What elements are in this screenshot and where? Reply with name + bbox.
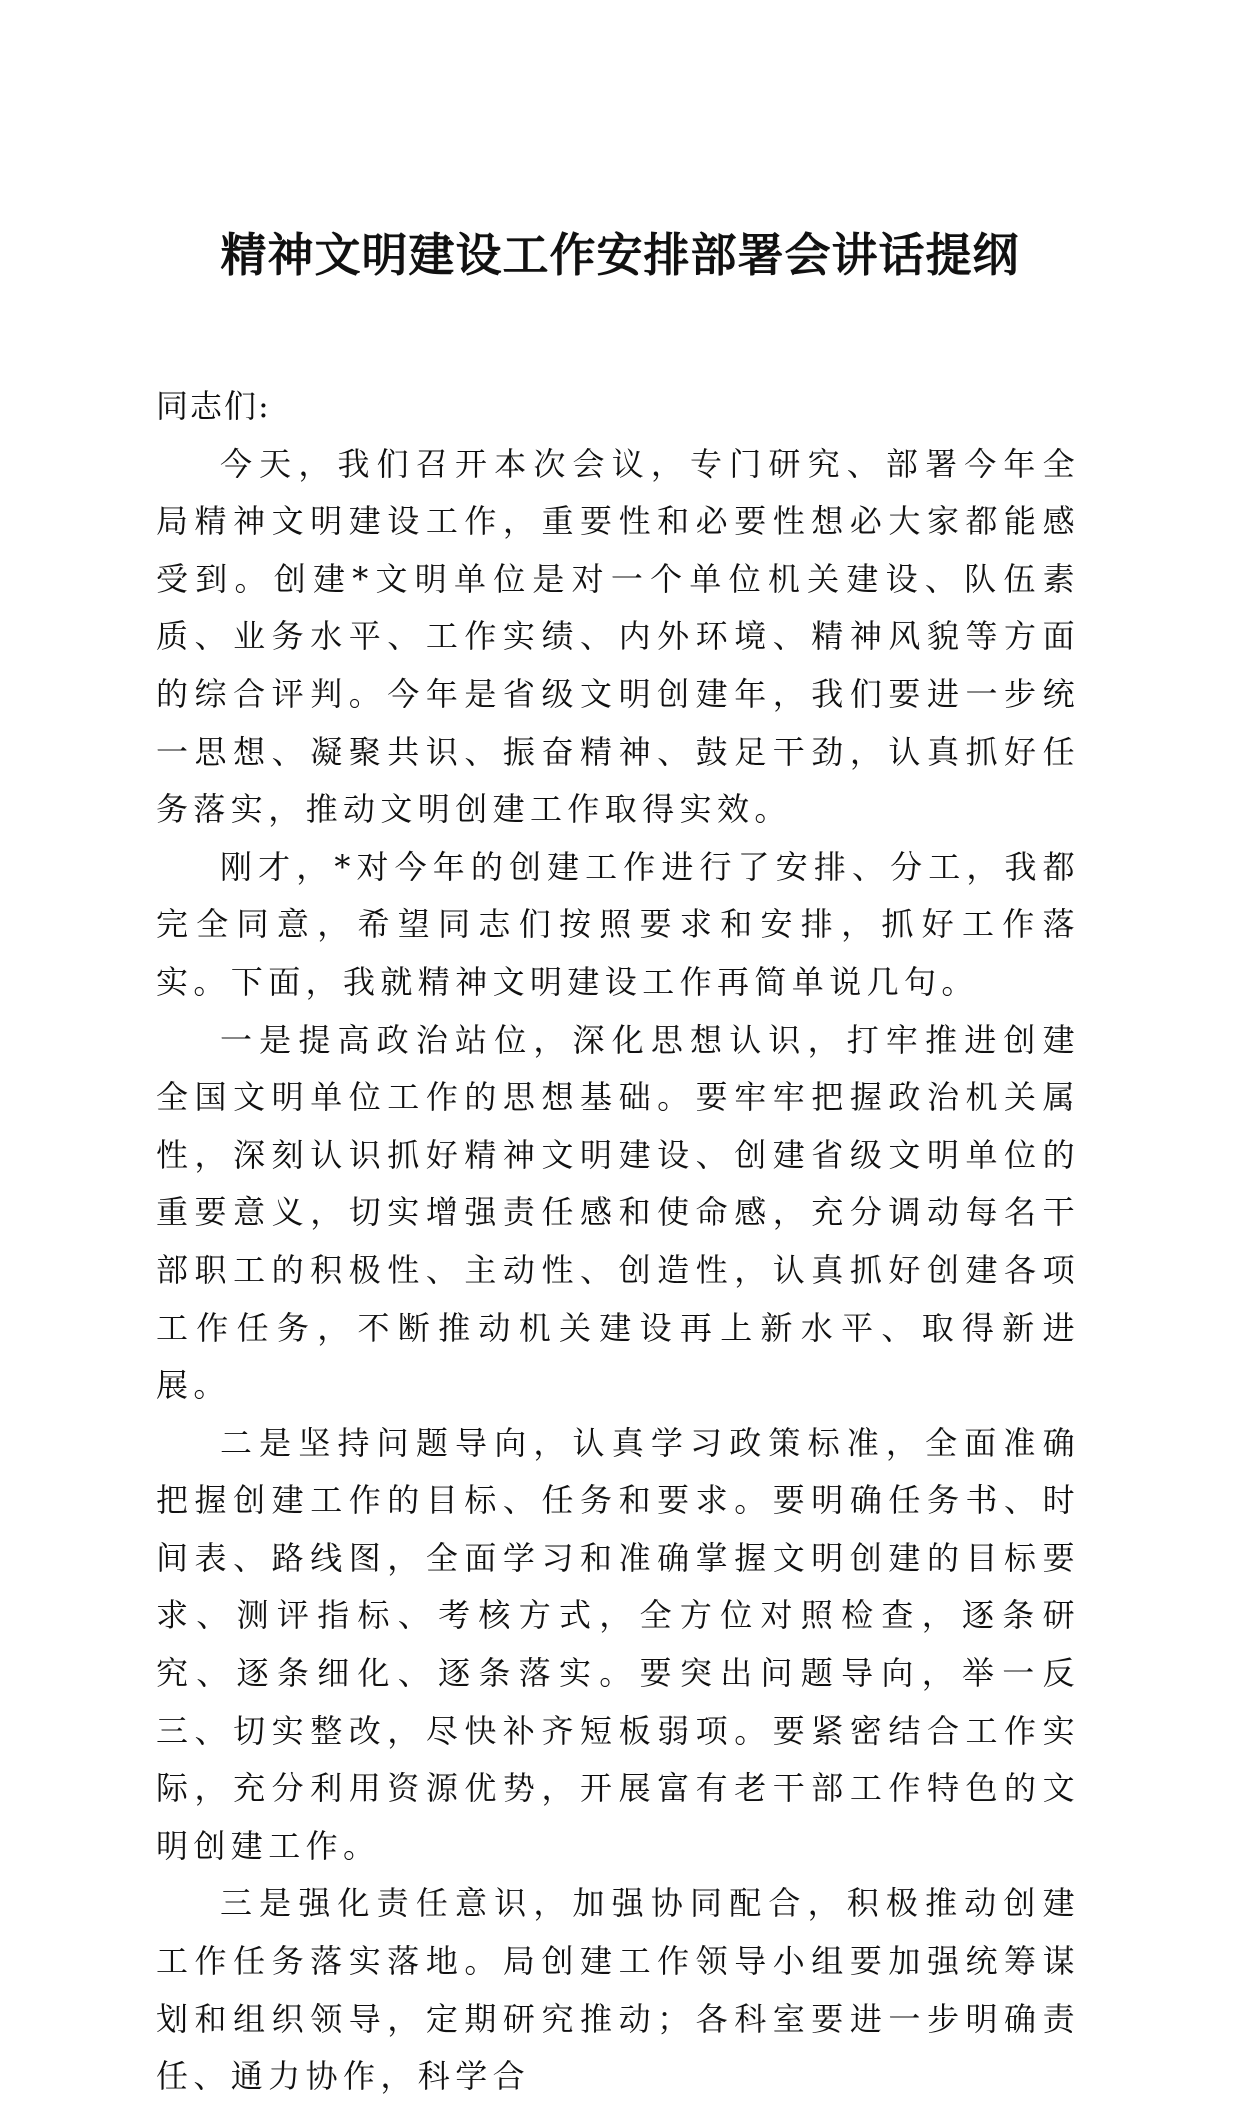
paragraph-arrangement: 刚才，*对今年的创建工作进行了安排、分工，我都完全同意，希望同志们按照要求和安排，抓好工作落实。下面，我就精神文明建设工作再简单说几句。 [156,847,1080,1001]
paragraph-opening: 今天，我们召开本次会议，专门研究、部署今年全局精神文明建设工作，重要性和必要性想必大家都能感受到。创建*文明单位是对一个单位机关建设、队伍素质、业务水平、工作实绩、内外环境、精神风貌等方面的综合评判。今年是省级文明创建年，我们要进一步统一思想、凝聚共识、振奋精神、鼓足干劲，认真抓好任务落实，推动文明创建工作取得实效。 [156,444,1080,829]
salutation: 同志们: [156,387,271,425]
paragraph-point-three: 三是强化责任意识，加强协同配合，积极推动创建工作任务落实落地。局创建工作领导小组要加强统筹谋划和组织领导，定期研究推动；各科室要进一步明确责任、通力协作，科学合 [156,1884,1080,2096]
document-title: 精神文明建设工作安排部署会讲话提纲 [220,228,1020,282]
document-body [156,378,1080,2106]
paragraph-point-two: 二是坚持问题导向，认真学习政策标准，全面准确把握创建工作的目标、任务和要求。要明确任务书、时间表、路线图，全面学习和准确掌握文明创建的目标要求、测评指标、考核方式，全方位对照检查，逐条研究、逐条细化、逐条落实。要突出问题导向，举一反三、切实整改，尽快补齐短板弱项。要紧密结合工作实际，充分利用资源优势，开展富有老干部工作特色的文明创建工作。 [156,1423,1080,1865]
paragraph-point-one: 一是提高政治站位，深化思想认识，打牢推进创建全国文明单位工作的思想基础。要牢牢把握政治机关属性，深刻认识抓好精神文明建设、创建省级文明单位的重要意义，切实增强责任感和使命感，充分调动每名干部职工的积极性、主动性、创造性，认真抓好创建各项工作任务，不断推动机关建设再上新水平、取得新进展。 [156,1020,1080,1405]
